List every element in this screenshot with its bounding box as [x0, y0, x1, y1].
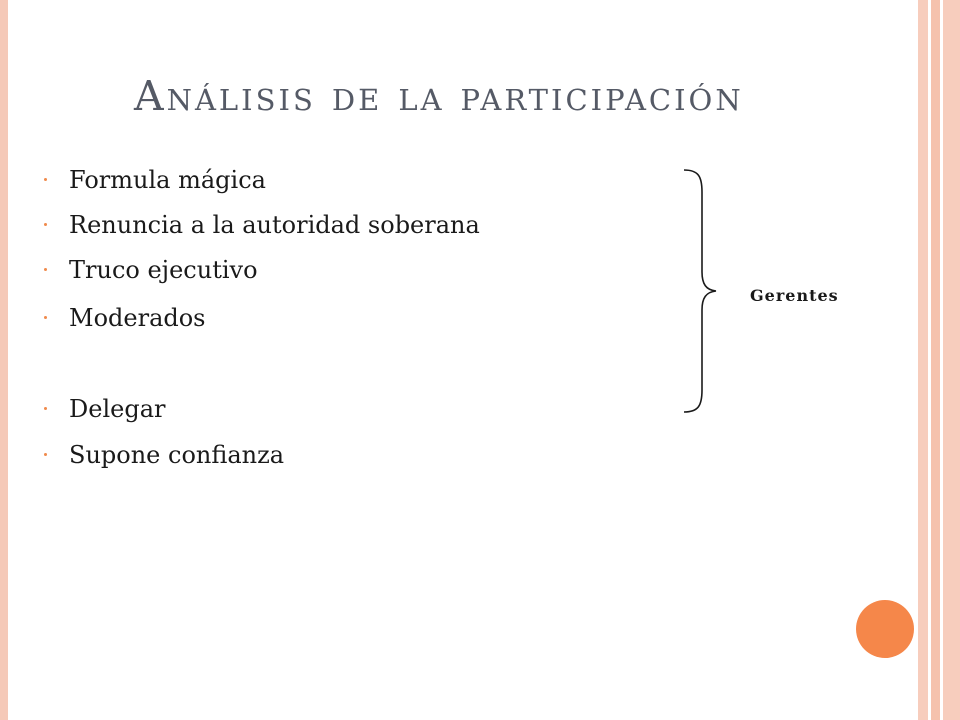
bullet-item [44, 256, 258, 284]
bullet-item [44, 395, 165, 423]
bullet-dot-icon [44, 178, 47, 181]
bullet-text: Renuncia a la autoridad soberana [69, 211, 480, 239]
bullet-item [44, 211, 480, 239]
bullet-text: Moderados [69, 304, 206, 332]
brace-label: Gerentes [750, 286, 839, 305]
bullet-item [44, 304, 206, 332]
bullet-dot-icon [44, 407, 47, 410]
right-stripe-decoration [918, 0, 928, 720]
bullet-text: Truco ejecutivo [69, 256, 258, 284]
bullet-dot-icon [44, 453, 47, 456]
right-stripe-decoration [943, 0, 960, 720]
orange-circle-decoration [856, 600, 914, 658]
bullet-text: Supone confianza [69, 441, 285, 469]
bullet-dot-icon [44, 316, 47, 319]
bullet-item [44, 166, 266, 194]
slide-title: Análisis de la participación [134, 72, 744, 120]
bullet-dot-icon [44, 268, 47, 271]
bullet-item [44, 441, 284, 469]
right-stripe-decoration [931, 0, 940, 720]
bullet-text: Formula mágica [69, 166, 266, 194]
left-border-decoration [0, 0, 8, 720]
curly-brace-icon [676, 168, 724, 414]
bullet-dot-icon [44, 223, 47, 226]
bullet-text: Delegar [69, 395, 166, 423]
